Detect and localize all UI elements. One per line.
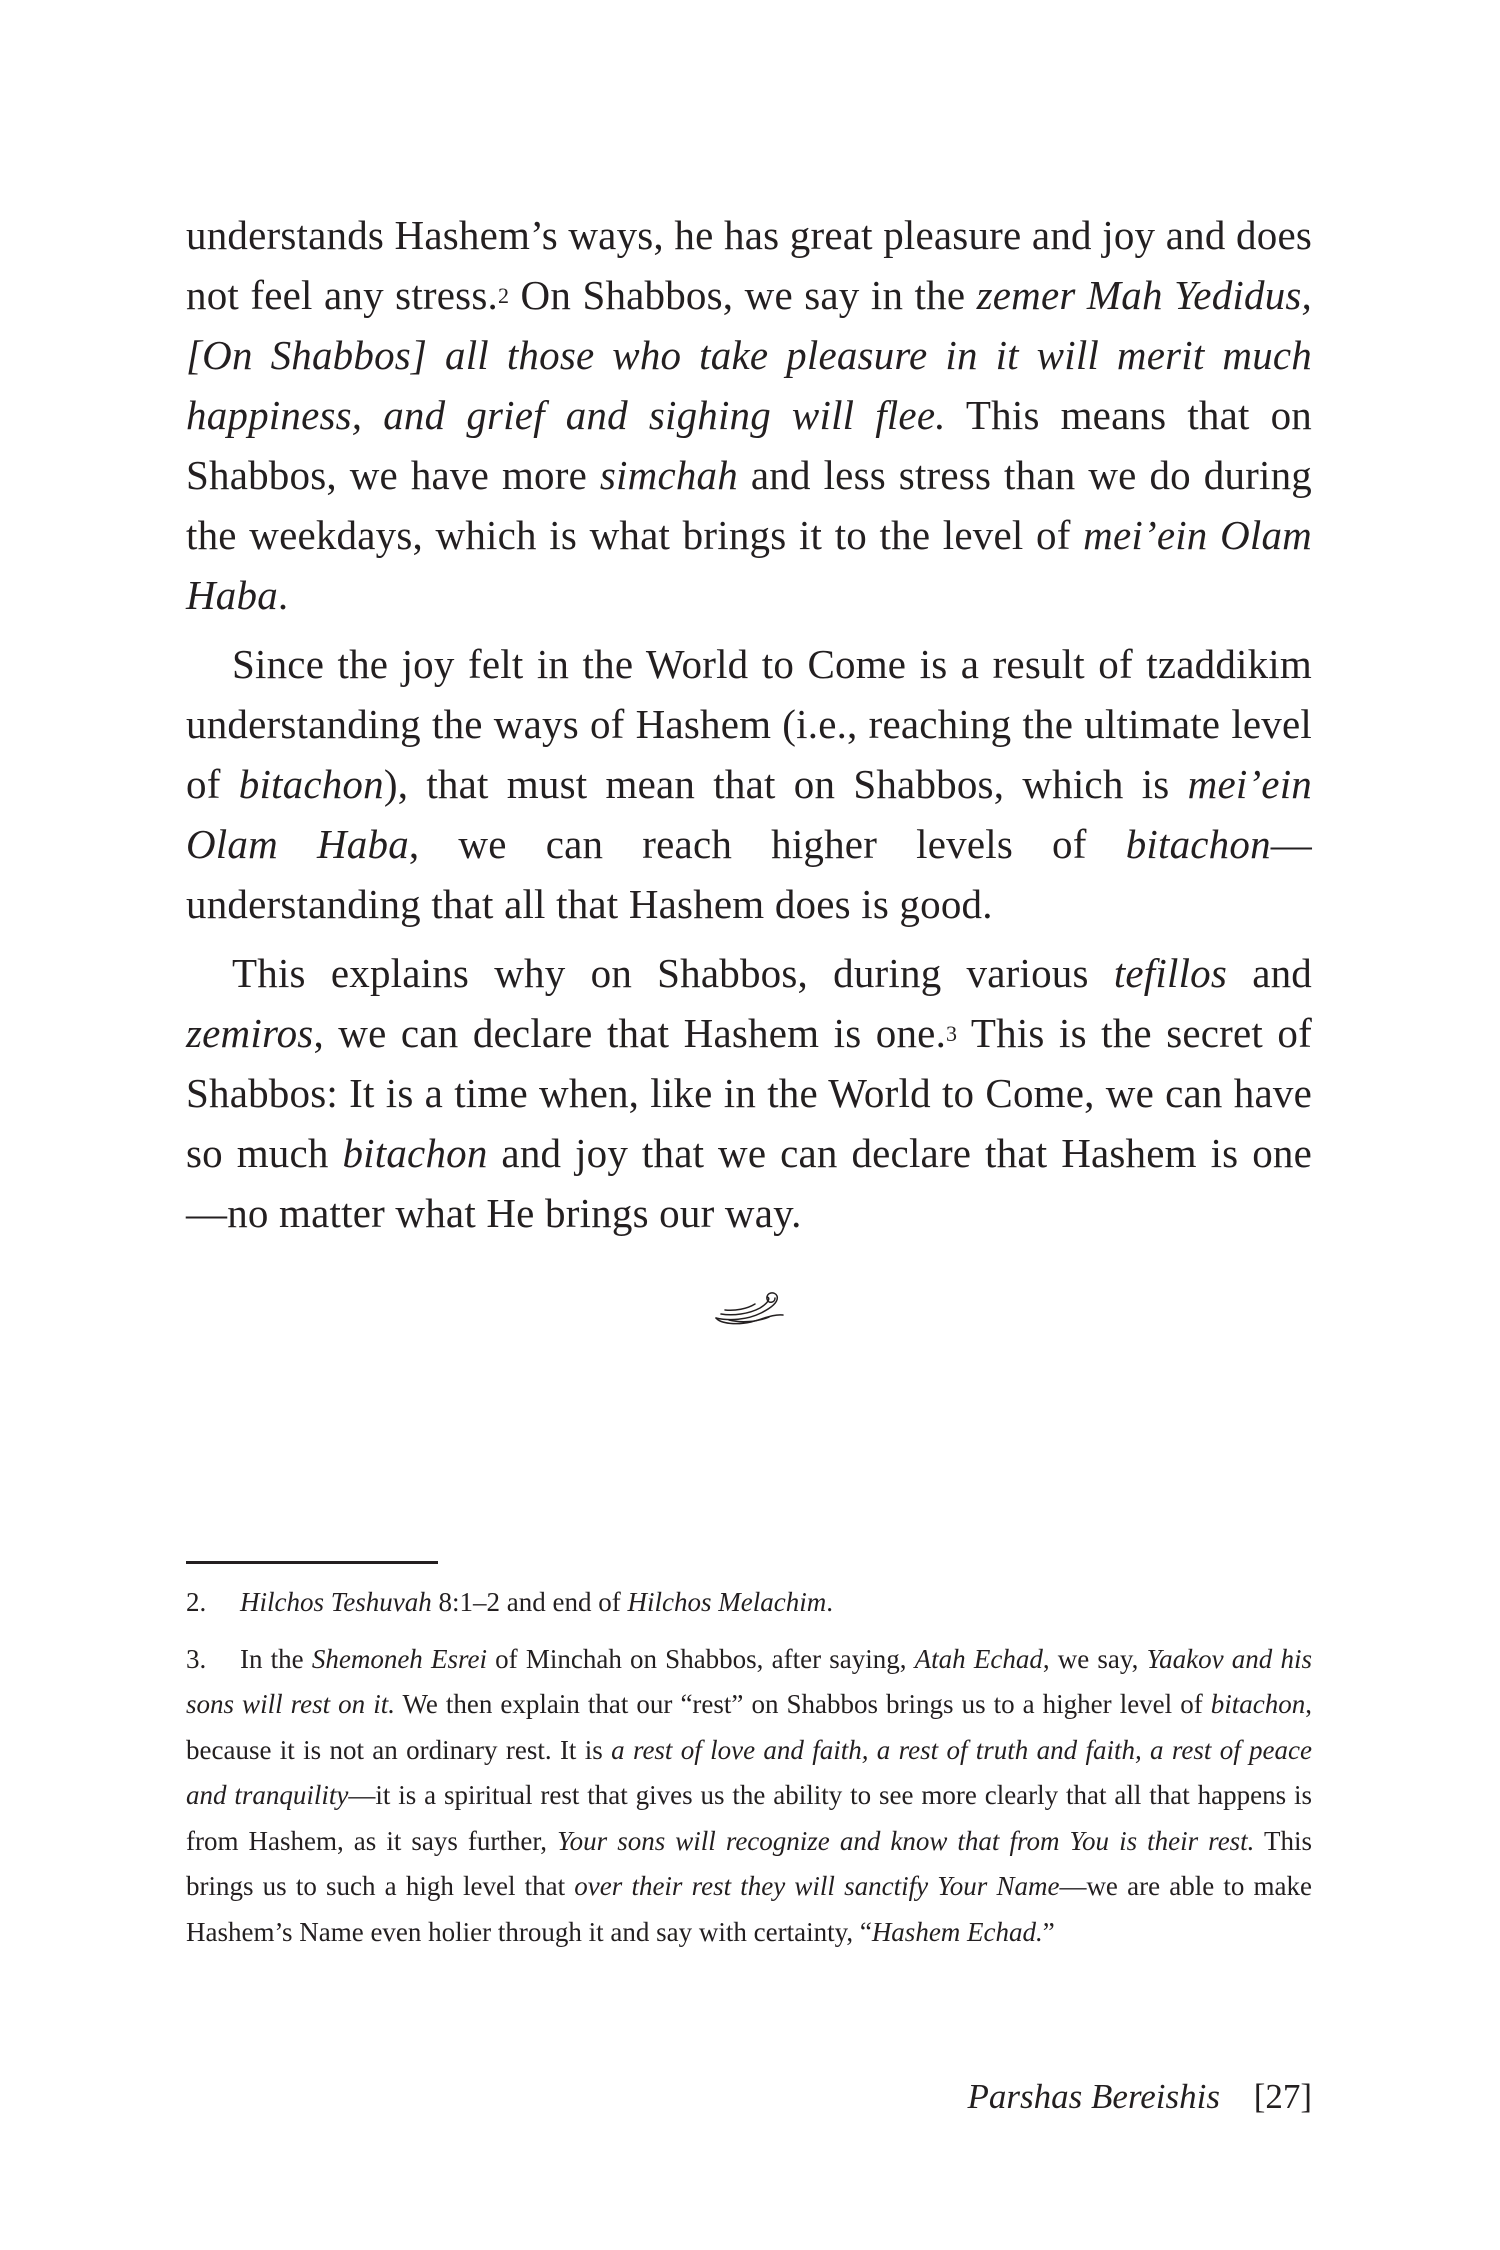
footnote-divider [186, 1561, 438, 1564]
text-run: In the [240, 1643, 312, 1674]
footnote-ref-2[interactable]: 2 [497, 283, 510, 308]
footnote-3 [186, 1637, 1312, 1956]
footnote-number: 3. [186, 1643, 207, 1674]
italic-run: Atah Echad [914, 1643, 1043, 1674]
paragraph-2 [186, 634, 1312, 934]
text-run: ), that must mean that on Shabbos, which is [383, 761, 1188, 807]
text-run: , we can reach higher levels of [408, 821, 1126, 867]
running-title: Parshas Bereishis [967, 2077, 1220, 2116]
italic-run: mei’ein Olam Haba [186, 761, 1312, 867]
italic-run: mei’ein Olam Haba [186, 512, 1312, 618]
paragraph-3 [186, 943, 1312, 1243]
italic-run: Hashem Echad. [871, 1916, 1043, 1947]
page-number: [27] [1253, 2077, 1312, 2116]
text-run: On Shabbos, we say in the [509, 272, 977, 318]
text-run: 8:1–2 and end of [431, 1587, 628, 1617]
paragraph-1 [186, 205, 1312, 625]
text-run: —understanding that all that Hashem does is good. [186, 821, 1312, 927]
italic-run: tefillos [1113, 950, 1228, 996]
text-run: ” [1042, 1916, 1055, 1947]
text-run: , because it is not an ordinary rest. It is [186, 1689, 1312, 1765]
italic-run: bitachon [342, 1130, 488, 1176]
text-run: This brings us to such a high level that [186, 1825, 1312, 1901]
flourish-ornament-icon [713, 1288, 787, 1328]
italic-run: Shemoneh Esrei [311, 1643, 487, 1674]
text-run: and [1227, 950, 1312, 996]
text-run: —it is a spiritual rest that gives us the ability to see more clearly that all that happens is from Hashem, as it says further, [186, 1780, 1313, 1856]
italic-run: Yaakov and his sons will rest on it. [186, 1643, 1312, 1719]
italic-run: zemer Mah Yedidus, [On Shabbos] all those who take pleasure in it will merit much happiness, and grief and sighing will flee. [186, 272, 1312, 438]
body-text [186, 205, 1312, 1243]
italic-run: a rest of love and faith, a rest of truth and faith, a rest of peace and tranquility [186, 1734, 1312, 1810]
text-run: —we are able to make Hashem’s Name even holier through it and say with certainty, “ [186, 1871, 1312, 1947]
footnote-2 [186, 1580, 1312, 1626]
italic-run: bitachon [1125, 821, 1271, 867]
text-run: . [277, 572, 289, 618]
text-run: We then explain that our “rest” on Shabbos brings us to a higher level of [394, 1689, 1211, 1719]
text-run: This means that on Shabbos, we have more [186, 392, 1312, 498]
italic-run: bitachon [1210, 1689, 1306, 1719]
italic-run: simchah [599, 452, 738, 498]
text-run: . [826, 1587, 833, 1617]
footnote-ref-3[interactable]: 3 [946, 1021, 958, 1046]
text-run: This explains why on Shabbos, during various [232, 950, 1114, 996]
text-run: Since the joy felt in the World to Come is a result of tzaddikim understanding the ways of Hashem (i.e., reaching the ultimate level of [186, 641, 1312, 807]
footnote-number: 2. [186, 1587, 207, 1617]
italic-run: bitachon [238, 761, 384, 807]
text-run: , we say, [1042, 1643, 1147, 1674]
italic-run: Your sons will recognize and know that from You is their rest. [557, 1825, 1255, 1856]
text-run: This is the secret of Shabbos: It is a time when, like in the World to Come, we can have so much [186, 1010, 1312, 1176]
italic-run: Hilchos Melachim [627, 1587, 827, 1617]
text-run: and joy that we can declare that Hashem is one—no matter what He brings our way. [186, 1130, 1312, 1236]
text-run: of Minchah on Shabbos, after saying, [486, 1643, 915, 1674]
running-footer [900, 2077, 1312, 2137]
italic-run: over their rest they will sanctify Your Name [574, 1871, 1060, 1901]
text-run: , we can declare that Hashem is one. [313, 1010, 947, 1056]
italic-run: zemiros [186, 1010, 314, 1056]
footnotes [186, 1580, 1312, 1955]
italic-run: Hilchos Teshuvah [240, 1587, 432, 1617]
text-run: and less stress than we do during the weekdays, which is what brings it to the level of [186, 452, 1312, 558]
text-run: understands Hashem’s ways, he has great pleasure and joy and does not feel any stress. [186, 212, 1312, 318]
